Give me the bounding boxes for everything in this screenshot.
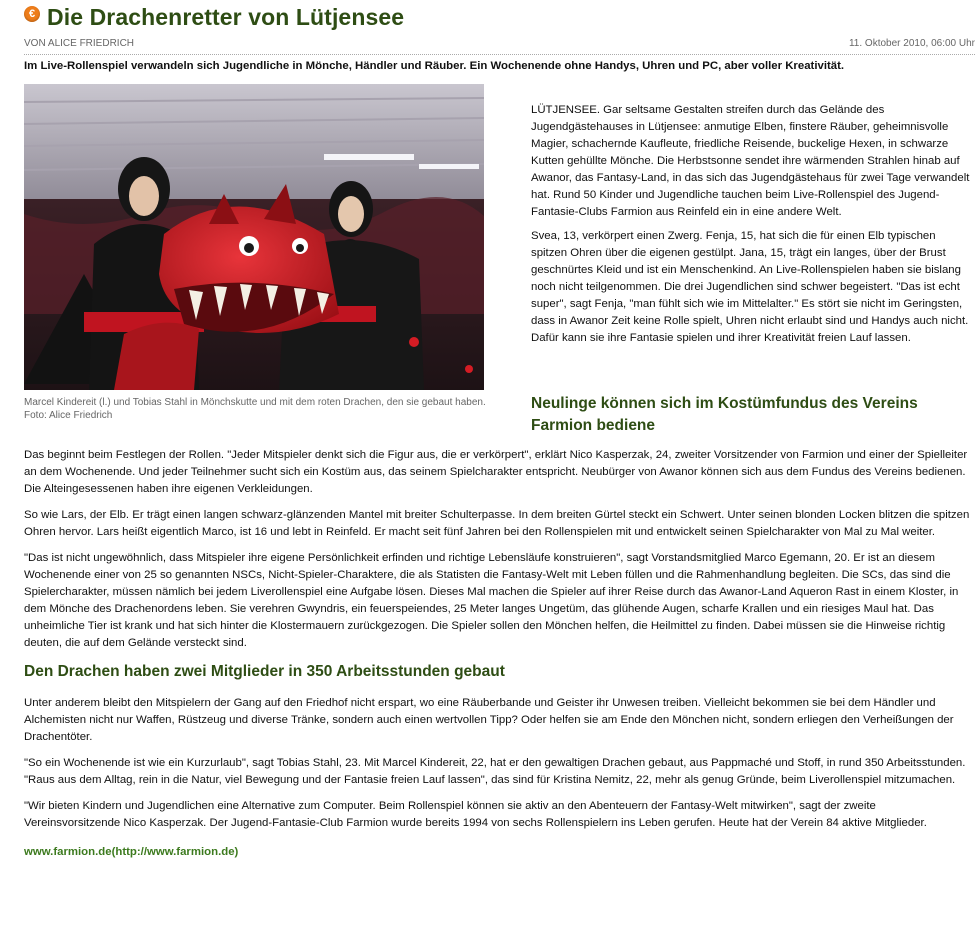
article-body <box>24 447 974 861</box>
subheading: Den Drachen haben zwei Mitglieder in 350 Arbeitsstunden gebaut <box>24 663 505 680</box>
page-title: Die Drachenretter von Lütjensee <box>47 3 405 30</box>
byline-row <box>24 38 975 52</box>
photo-credit: Foto: Alice Friedrich <box>24 410 113 421</box>
publish-date: 11. Oktober 2010, 06:00 Uhr <box>848 38 975 49</box>
article-photo[interactable] <box>24 84 484 390</box>
euro-badge-icon: € <box>24 6 40 22</box>
external-link[interactable] <box>24 844 974 861</box>
title-row <box>24 4 404 30</box>
paragraph: LÜTJENSEE. Gar seltsame Gestalten streifen durch das Gelände des Jugendgästehauses in Lütjensee: anmutige Elben, finstere Räuber, geheimnisvolle Magier, schachernde Kaufleute, friedliche Reisende, buckelige Hexen, in schwarze Kutten gehüllte Mönche. Die Herbstsonne sendet ihre wärmenden Strahlen hinab auf Awanor, das Fantasy-Land, in das sich das Jugendgästehaus für zwei Tage verwandelt hat. Rund 50 Kinder und Jugendliche tauchen beim Live-Rollenspiel des Jugend-Fantasie-Clubs Farmion aus Reinfeld ein in eine andere Welt. <box>531 104 970 218</box>
link-text[interactable]: www.farmion.de <box>24 846 112 858</box>
subheading: Neulinge können sich im Kostümfundus des Vereins Farmion bediene <box>531 395 918 434</box>
paragraph: "Das ist nicht ungewöhnlich, dass Mitspieler ihre eigene Persönlichkeit erfinden und richtige Lebensläufe konstruieren", sagt Vorstandsmitglied Marco Egemann, 20. Er ist an diesem Wochenende einer von 25 so genannten NSCs, Nicht-Spieler-Charaktere, die als Statisten die Fantasy-Welt mit Leben füllen und die Rahmenhandlung begleiten. Die SCs, das sind die Spielercharakter, müssen nämlich bei jedem Liverollenspiel eine Aufgabe lösen. Dieses Mal machen die Spieler auf ihrer Reise durch das Awanor-Land Aqueron Rast in einem Kloster, in dem Mönche des Drachenordens leben. Sie verehren Gwyndris, ein feuerspeiendes, 25 Meter langes Ungetüm, das glühende Augen, scharfe Krallen und ein riesiges Maul hat. Das unheimliche Tier ist krank und hat sich hinter die Klostermauern zurückgezogen. Die Spieler sollen den Mönchen helfen, die Heilmittel zu finden. Dabei müssen sie die Hinweise richtig deuten, die auf dem Gelände versteckt sind. <box>24 552 959 649</box>
article-intro-column <box>531 102 971 354</box>
subheading-1-wrapper <box>531 393 971 437</box>
photo-caption <box>24 396 524 422</box>
paragraph: Unter anderem bleibt den Mitspielern der Gang auf den Friedhof nicht erspart, wo eine Räuberbande und Geister ihr Unwesen treiben. Vielleicht bekommen sie bei dem Händler und Alchemisten nicht nur Waffen, Rüstzeug und diverse Tränke, sondern auch einen wertvollen Tipp? Oder helfen sie am Ende den Mönchen nicht, sondern erliegen den Verheißungen der Drachentöter. <box>24 697 954 743</box>
paragraph: So wie Lars, der Elb. Er trägt einen langen schwarz-glänzenden Mantel mit breiter Schulterpasse. In dem breiten Gürtel steckt ein Schwert. Unter seinen blonden Locken blitzen die spitzen Ohren hervor. Lars heißt eigentlich Marco, ist 16 und lebt in Reinfeld. Er macht seit fünf Jahren bei den Rollenspielen mit und entwickelt seinen Spielcharakter von Mal zu Mal weiter. <box>24 509 970 538</box>
paragraph: "So ein Wochenende ist wie ein Kurzurlaub", sagt Tobias Stahl, 23. Mit Marcel Kindereit, 22, hat er den gewaltigen Drachen gebaut, aus Pappmaché und Stoff, in rund 350 Arbeitsstunden. "Raus aus dem Alltag, rein in die Natur, viel Bewegung und der Fantasie freien Lauf lassen", das sind für Kristina Nemitz, 22, mehr als genug Gründe, beim Liverollenspiel mitzumachen. <box>24 757 966 786</box>
dragon-photo-illustration <box>24 84 484 390</box>
paragraph: Svea, 13, verkörpert einen Zwerg. Fenja, 15, hat sich die für einen Elb typischen spitzen Ohren über die eigenen gestülpt. Jana, 15, trägt ein langes, über der Brust geschnürtes Kleid und ist ein Menschenkind. An Live-Rollenspielen haben sie bislang noch nicht teilgenommen. Die drei Jugendlichen sind schwer begeistert. "Das ist echt super", sagt Fenja, "man fühlt sich wie im Mittelalter." Es stört sie nicht im Geringsten, dass in Awanor Zeit keine Rolle spielt, Uhren nicht erlaubt sind und Handys auch nicht. Dafür kann sie ihre Fantasie spielen und ihrer Kreativität freien Lauf lassen. <box>531 230 969 344</box>
lead-text: Im Live-Rollenspiel verwandeln sich Jugendliche in Mönche, Händler und Räuber. Ein Wochenende ohne Handys, Uhren und PC, aber voller Kreativität. <box>24 60 845 72</box>
paragraph: Das beginnt beim Festlegen der Rollen. "Jeder Mitspieler denkt sich die Figur aus, die er verkörpert", erklärt Nico Kasperzak, 24, zweiter Vorsitzender von Farmion und einer der Spielleiter an dem Wochenende. Und jeder Teilnehmer sucht sich ein Kostüm aus, das seinem Spielcharakter entspricht. Neubürger von Awanor können sich aus dem Fundus des Vereins bedienen. Die Alteingesessenen haben ihre eigenen Verkleidungen. <box>24 449 968 495</box>
link-url[interactable]: (http://www.farmion.de) <box>111 846 239 858</box>
paragraph: "Wir bieten Kindern und Jugendlichen eine Alternative zum Computer. Beim Rollenspiel können sie aktiv an den Abenteuern der Fantasy-Welt mitwirken", sagt der zweite Vereinsvorsitzende Nico Kasperzak. Der Jugend-Fantasie-Club Farmion wurde bereits 1994 von sechs Rollenspielern ins Leben gerufen. Heute hat der Verein 84 aktive Mitglieder. <box>24 800 927 829</box>
author: VON ALICE FRIEDRICH <box>24 38 135 49</box>
divider <box>24 54 975 55</box>
caption-text: Marcel Kindereit (l.) und Tobias Stahl in Mönchskutte und mit dem roten Drachen, den sie gebaut haben. <box>24 397 486 408</box>
